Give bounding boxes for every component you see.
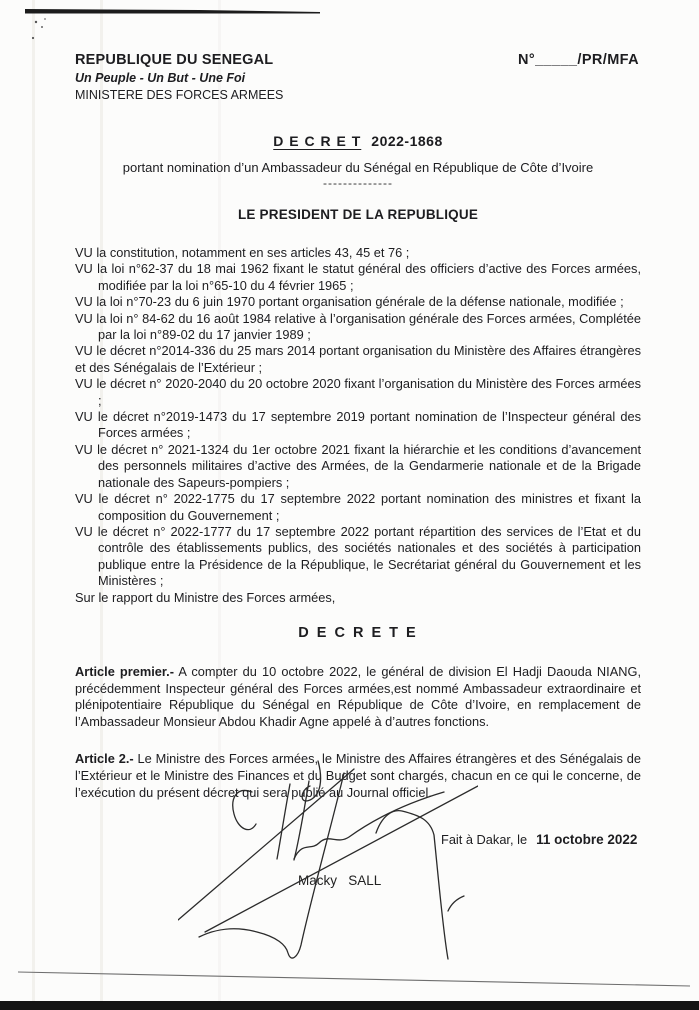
bottom-scan-bar <box>0 1001 699 1010</box>
top-scan-line <box>25 9 320 14</box>
article-text: Le Ministre des Forces armées, le Ministre des Affaires étrangères et des Sénégalais de l’Extérieur et le Ministre des Finances et du Budget sont chargés, chacun en ce qui le concerne, de l’exécution du présent décret qui sera publié au Journal officiel. <box>75 751 641 800</box>
bottom-fold-line <box>18 972 690 986</box>
dashed-separator: -------------- <box>323 176 393 190</box>
place-date-label: Fait à Dakar, le <box>441 832 528 847</box>
decree-title-label: D E C R E T <box>273 133 362 149</box>
vu-clause: VU la loi n° 84-62 du 16 août 1984 relative à l’organisation générale des Forces armées, Complétée par la loi n°89-02 du 17 janvier 1989 ; <box>75 310 641 343</box>
vu-clause: VU le décret n° 2021-1324 du 1er octobre 2021 fixant la hiérarchie et les conditions d’avancement des personnels militaires d’active des Armées, de la Gendarmerie nationale et de la Brigade nationale des Sapeurs-pompiers ; <box>75 441 641 490</box>
vu-clause: VU le décret n° 2022-1775 du 17 septembre 2022 portant nomination des ministres et fixant la composition du Gouvernement ; <box>75 491 641 523</box>
vu-clause: VU le décret n°2019-1473 du 17 septembre 2019 portant nomination de l’Inspecteur général des Forces armées ; <box>75 409 641 441</box>
vu-clause: VU le décret n° 2022-1777 du 17 septembre 2022 portant répartition des services de l’Etat et du contrôle des établissements publics, des sociétés nationales et des sociétés à participation publique entre la Présidence de la République, le Secrétariat général du Gouvernement et les Ministères ; <box>75 523 641 589</box>
ministry-name: MINISTERE DES FORCES ARMEES <box>75 88 284 102</box>
vu-clause: VU la loi n°62-37 du 18 mai 1962 fixant le statut général des officiers d’active des Forces armées, modifiée par la loi n°65-10 du 4 février 1965 ; <box>75 261 641 293</box>
vu-clause: VU la loi n°70-23 du 6 juin 1970 portant organisation générale de la défense nationale, modifiée ; <box>75 294 624 310</box>
article-text: A compter du 10 octobre 2022, le général de division El Hadji Daouda NIANG, précédemment Inspecteur général des Forces armées,est nommé Ambassadeur extraordinaire et plénipotentiaire République du Sénégal en République de Côte d’Ivoire, en remplacement de l’Ambassadeur Monsieur Abdou Khadir Agne appelé à d’autres fonctions. <box>75 663 641 729</box>
vu-clause: VU la constitution, notamment en ses articles 43, 45 et 76 ; <box>75 245 410 260</box>
article-label: Article premier.- <box>75 663 174 679</box>
decree-title-number: 2022-1868 <box>371 133 443 149</box>
vu-clause: VU le décret n°2014-336 du 25 mars 2014 portant organisation du Ministère des Affaires étrangères et des Sénégalais de l’Extérieur ; <box>75 343 641 375</box>
article-label: Article 2.- <box>75 751 134 767</box>
vu-clause: VU le décret n° 2020-2040 du 20 octobre 2020 fixant l’organisation du Ministère des Forces armées ; <box>75 376 641 408</box>
report-line: Sur le rapport du Ministre des Forces armées, <box>75 589 336 605</box>
republic-name: REPUBLIQUE DU SENEGAL <box>75 52 274 68</box>
decree-reference-number: N°_____/PR/MFA <box>518 52 639 68</box>
national-motto: Un Peuple - Un But - Une Foi <box>75 71 246 85</box>
authority-heading: LE PRESIDENT DE LA REPUBLIQUE <box>237 207 479 222</box>
decree-subject: portant nomination d’un Ambassadeur du Sénégal en République de Côte d’Ivoire <box>122 160 594 175</box>
decree-date: 11 octobre 2022 <box>536 832 638 847</box>
decrete-heading: D E C R E T E <box>298 624 418 641</box>
signer-name: Macky SALL <box>298 873 382 888</box>
